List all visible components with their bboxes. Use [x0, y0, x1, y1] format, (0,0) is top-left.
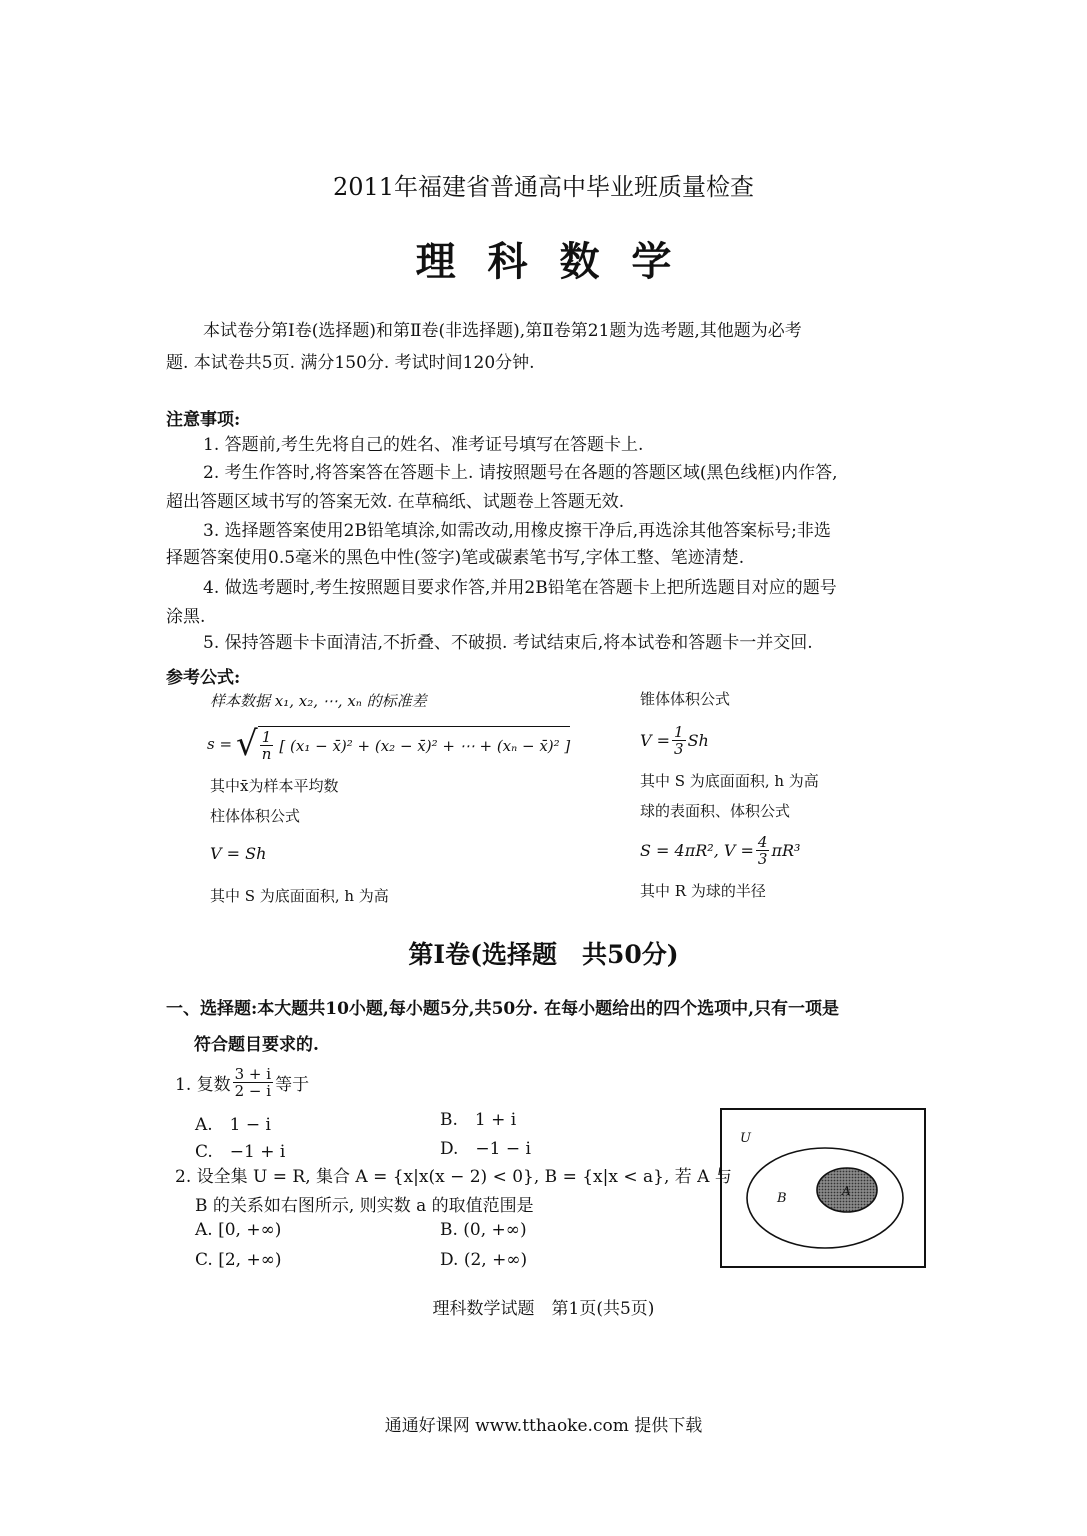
std-dev-fraction — [260, 729, 274, 762]
question-1-option-d: D. −1 − i — [440, 1139, 531, 1159]
page-footer: 理科数学试题 第1页(共5页) — [432, 1299, 655, 1319]
section-title: 第Ⅰ卷(选择题 共50分) — [408, 940, 679, 969]
std-dev-formula — [207, 722, 570, 766]
sphere-formula — [640, 830, 800, 870]
note-line: 4. 做选考题时,考生按照题目要求作答,并用2B铅笔在答题卡上把所选题目对应的题号 — [203, 578, 837, 598]
fraction-numerator: 4 — [757, 832, 768, 851]
cone-label: 锥体体积公式 — [640, 690, 731, 708]
cone-fraction — [672, 724, 686, 757]
fraction-denominator: 3 — [674, 739, 684, 758]
note-line: 超出答题区域书写的答案无效. 在草稿纸、试题卷上答题无效. — [166, 492, 625, 512]
note-line: 2. 考生作答时,将答案答在答题卡上. 请按照题号在各题的答题区域(黑色线框)内作答, — [203, 463, 838, 483]
std-dev-body: [ (x₁ − x̄)² + (x₂ − x̄)² + ⋯ + (xₙ − x̄)² ] — [279, 736, 571, 755]
note-line: 1. 答题前,考生先将自己的姓名、准考证号填写在答题卡上. — [203, 435, 644, 455]
sqrt-sign: √ — [236, 724, 258, 764]
fraction-numerator: 3 + i — [234, 1064, 272, 1083]
sphere-note: 其中 R 为球的半径 — [640, 882, 766, 900]
question-2-line-1: 2. 设全集 U = R, 集合 A = {x|x(x − 2) < 0}, B = {x|x < a}, 若 A 与 — [175, 1167, 732, 1187]
sqrt-body — [258, 726, 571, 762]
mean-note: 其中x̄为样本平均数 — [210, 777, 339, 795]
fraction-denominator: 3 — [757, 849, 768, 868]
cone-lhs: V = — [640, 730, 671, 750]
venn-label-b: B — [777, 1191, 787, 1206]
question-1-option-a: A. 1 − i — [195, 1115, 271, 1135]
note-line: 择题答案使用0.5毫米的黑色中性(签字)笔或碳素笔书写,字体工整、笔迹清楚. — [166, 548, 745, 568]
cone-formula — [640, 720, 709, 760]
intro-line-2: 题. 本试卷共5页. 满分150分. 考试时间120分钟. — [166, 353, 535, 373]
std-dev-lhs: s = — [207, 735, 233, 753]
prism-label: 柱体体积公式 — [210, 807, 301, 825]
sphere-rhs: πR³ — [771, 840, 801, 860]
fraction-denominator: n — [261, 745, 272, 763]
note-line: 5. 保持答题卡卡面清洁,不折叠、不破损. 考试结束后,将本试卷和答题卡一并交回. — [203, 633, 813, 653]
note-line: 3. 选择题答案使用2B铅笔填涂,如需改动,用橡皮擦干净后,再选涂其他答案标号;非选 — [203, 521, 831, 541]
sphere-lhs: S = 4πR², V = — [640, 840, 754, 860]
question-2-option-a: A. [0, +∞) — [195, 1220, 282, 1240]
question-1-fraction — [233, 1066, 273, 1099]
fraction-numerator: 1 — [260, 729, 274, 746]
question-1-suffix: 等于 — [275, 1074, 310, 1095]
venn-svg — [722, 1110, 924, 1266]
question-2-option-b: B. (0, +∞) — [440, 1220, 527, 1240]
download-credit: 通通好课网 www.tthaoke.com 提供下载 — [384, 1416, 703, 1436]
question-2-option-c: C. [2, +∞) — [195, 1250, 282, 1270]
section-instruction-line-1: 一、选择题:本大题共10小题,每小题5分,共50分. 在每小题给出的四个选项中,只有一项是 — [166, 999, 840, 1019]
sphere-label: 球的表面积、体积公式 — [640, 802, 791, 820]
exam-title: 2011年福建省普通高中毕业班质量检查 — [332, 173, 755, 201]
question-2-option-d: D. (2, +∞) — [440, 1250, 528, 1270]
prism-note: 其中 S 为底面面积, h 为高 — [210, 887, 389, 905]
venn-diagram — [720, 1108, 926, 1268]
std-dev-label: 样本数据 x₁, x₂, ⋯, xₙ 的标准差 — [210, 692, 427, 710]
cone-rhs: Sh — [687, 730, 709, 750]
prism-formula: V = Sh — [210, 844, 267, 863]
formulas-heading: 参考公式: — [166, 668, 241, 688]
sphere-fraction — [756, 834, 770, 867]
note-line: 涂黑. — [166, 607, 206, 627]
venn-label-a: A — [842, 1184, 851, 1198]
notes-heading: 注意事项: — [166, 410, 241, 430]
fraction-denominator: 2 − i — [234, 1081, 272, 1100]
question-1-option-c: C. −1 + i — [195, 1142, 286, 1162]
question-2-line-2: B 的关系如右图所示, 则实数 a 的取值范围是 — [195, 1196, 534, 1216]
question-1-option-b: B. 1 + i — [440, 1110, 517, 1130]
question-1-prefix: 1. 复数 — [175, 1074, 231, 1095]
subject-title: 理 科 数 学 — [415, 238, 672, 285]
cone-note: 其中 S 为底面面积, h 为高 — [640, 772, 819, 790]
fraction-numerator: 1 — [674, 722, 684, 741]
intro-line-1: 本试卷分第Ⅰ卷(选择题)和第Ⅱ卷(非选择题),第Ⅱ卷第21题为选考题,其他题为必考 — [203, 321, 802, 341]
question-1-stem — [175, 1062, 309, 1102]
venn-label-u: U — [740, 1131, 751, 1146]
section-instruction-line-2: 符合题目要求的. — [194, 1035, 319, 1055]
